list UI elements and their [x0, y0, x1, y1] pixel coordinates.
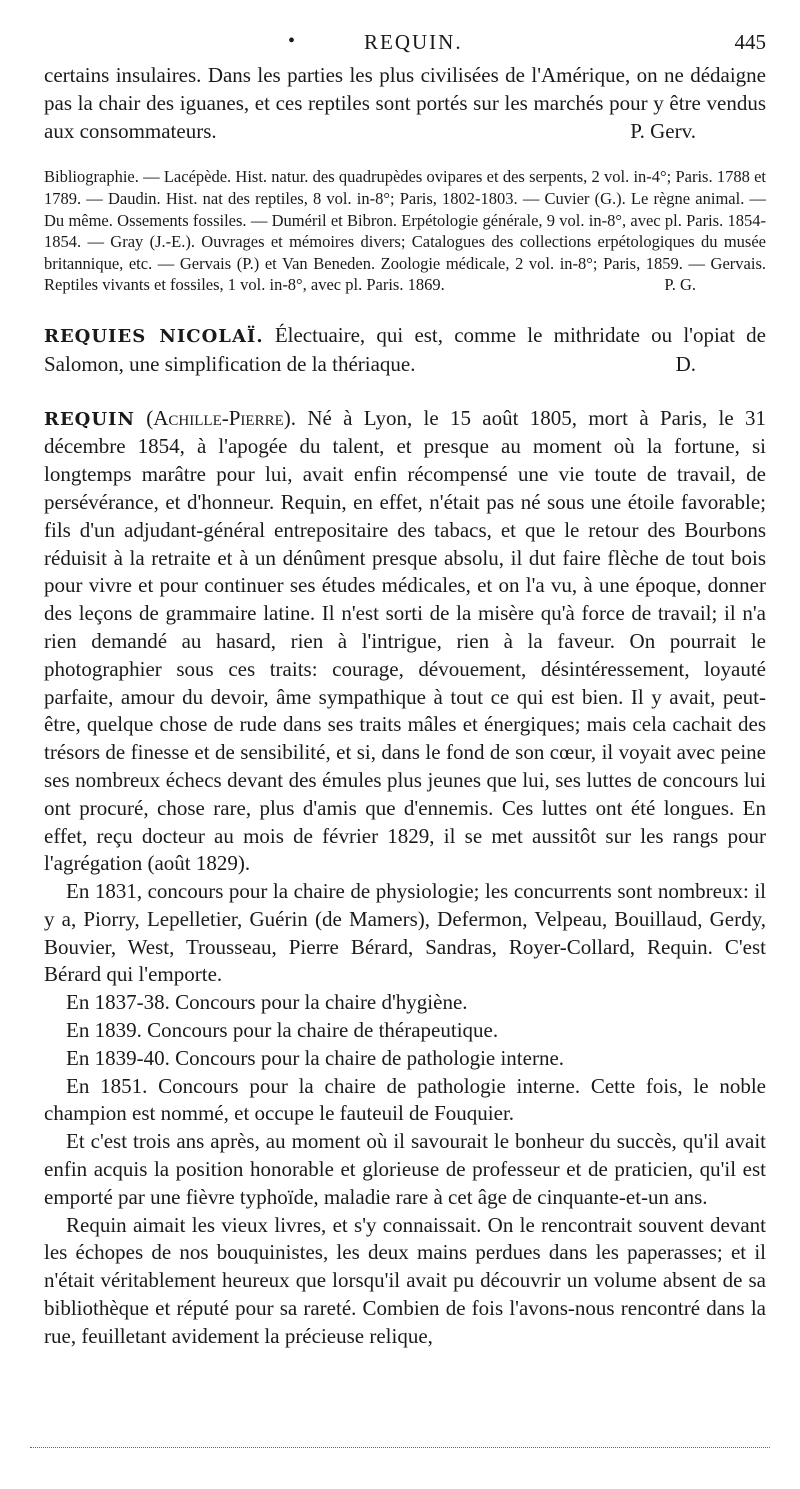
requin-paragraph-8: Requin aimait les vieux livres, et s'y connaissait. On le rencontrait souvent devant les échopes de nos bouquinistes, les deux mains perdues dans les paperasses; et il n'était véritablement heureux que lorsqu'il avait pu découvrir un volume absent de sa bibliothèque et réputé pour sa rareté. Combien de fois l'avons-nous rencontré dans la rue, feuilletant avidement la précieuse relique, — [44, 1212, 766, 1348]
header-bullet: • — [288, 30, 296, 52]
page-content — [44, 62, 766, 1351]
intro-text: certains insulaires. Dans les parties les plus civilisées de l'Amérique, on ne dédaigne pas la chair des iguanes, et ces reptiles sont portés sur les marchés pour y être vendus aux consommateurs. — [44, 63, 766, 143]
requin-paragraph-6: En 1851. Concours pour la chaire de pathologie interne. Cette fois, le noble champion est nommé, et occupe le fauteuil de Fouquier. — [44, 1073, 766, 1126]
page-number: 445 — [734, 30, 766, 54]
requin-paragraph-4: En 1839. Concours pour la chaire de thérapeutique. — [66, 1018, 499, 1043]
bibliography — [44, 166, 766, 296]
intro-paragraph — [44, 62, 766, 145]
headword-requies: REQUIES NICOLAÏ. — [44, 325, 264, 347]
bibliography-signature: P. G. — [664, 275, 696, 295]
entry-requies-nicolai — [44, 322, 766, 379]
footer-dotted-rule — [30, 1447, 770, 1448]
bibliography-text: Bibliographie. — Lacépède. Hist. natur. des quadrupèdes ovipares et des serpents, 2 vol. in-4°; Paris. 1788 et 1789. — Daudin. Hist. nat des reptiles, 8 vol. in-8°; Paris, 1802-1803. — Cuvier (G.). Le règne animal. — Du même. Ossements fossiles. — Duméril et Bibron. Erpétologie générale, 9 vol. in-8°, avec pl. Paris. 1854-1854. — Gray (J.-E.). Ouvrages et mémoires divers; Catalogues des collections erpétologiques du musée britannique, etc. — Gervais (P.) et Van Beneden. Zoologie médicale, 2 vol. in-8°; Paris, 1859. — Gervais. Reptiles vivants et fossiles, 1 vol. in-8°, avec pl. Paris. 1869. — [44, 167, 766, 295]
requin-paragraph-3: En 1837-38. Concours pour la chaire d'hygiène. — [66, 990, 468, 1015]
requin-paragraph-7: Et c'est trois ans après, au moment où il savourait le bonheur du succès, qu'il avait enfin acquis la position honorable et glorieuse de professeur et de praticien, qu'il est emporté par une fièvre typhoïde, maladie rare à cet âge de cinquante-et-un ans. — [44, 1129, 766, 1209]
requies-signature: D. — [675, 351, 696, 376]
headword-requin: REQUIN — [44, 408, 135, 430]
requin-paragraph-2: En 1831, concours pour la chaire de physiologie; les concurrents sont nombreux: il y a, Piorry, Lepelletier, Guérin (de Mamers), Defermon, Velpeau, Bouillaud, Gerdy, Bouvier, West, Trousseau, Pierre Bérard, Sandras, Royer-Collard, Requin. C'est Bérard qui l'emporte. — [44, 879, 766, 987]
header-title: REQUIN. — [364, 30, 463, 54]
requin-text-1: Né à Lyon, le 15 août 1805, mort à Paris, le 31 décembre 1854, à l'apogée du talent, et presque au moment où la fortune, si longtemps marâtre pour lui, avait enfin récompensé une vie toute de travail, de persévérance, et d'honneur. Requin, en effet, n'était pas né sous une étoile favorable; fils d'un adjudant-général entrepositaire des tabacs, et que le retour des Bourbons réduisit à la retraite et à un dénûment presque absolu, il dut faire flèche de tout bois pour vivre et pour continuer ses études médicales, et on l'a vu, à une époque, donner des leçons de grammaire latine. Il n'est sorti de la misère qu'à force de travail; il n'a rien demandé au hasard, rien à l'intrigue, rien à la faveur. On pourrait le photographier sous ces traits: courage, dévouement, désintéressement, loyauté parfaite, amour du devoir, âme sympathique à tout ce qui est bien. Il y avait, peut-être, quelque chose de rude dans ses traits mâles et énergiques; mais cela cachait des trésors de finesse et de sensibilité, et si, dans le fond de son cœur, il voyait avec peine ses nombreux échecs devant des émules plus jeunes que lui, ses luttes de concours lui ont procuré, chose rare, plus d'amis que d'ennemis. Ces luttes ont été longues. En effet, reçu docteur au mois de février 1829, il se met aussitôt sur les rangs pour l'agrégation (août 1829). — [44, 405, 767, 876]
intro-signature: P. Gerv. — [630, 118, 696, 143]
entry-requin — [44, 405, 766, 1351]
requies-text: Électuaire, qui est, comme le mithridate ou l'opiat de Salomon, une simplification de la thériaque. — [44, 322, 766, 376]
requin-name: (Achille-Pierre). — [146, 405, 296, 430]
running-header — [0, 30, 800, 60]
requin-paragraph-5: En 1839-40. Concours pour la chaire de pathologie interne. — [66, 1045, 565, 1070]
requin-paragraph-1 — [44, 405, 766, 879]
